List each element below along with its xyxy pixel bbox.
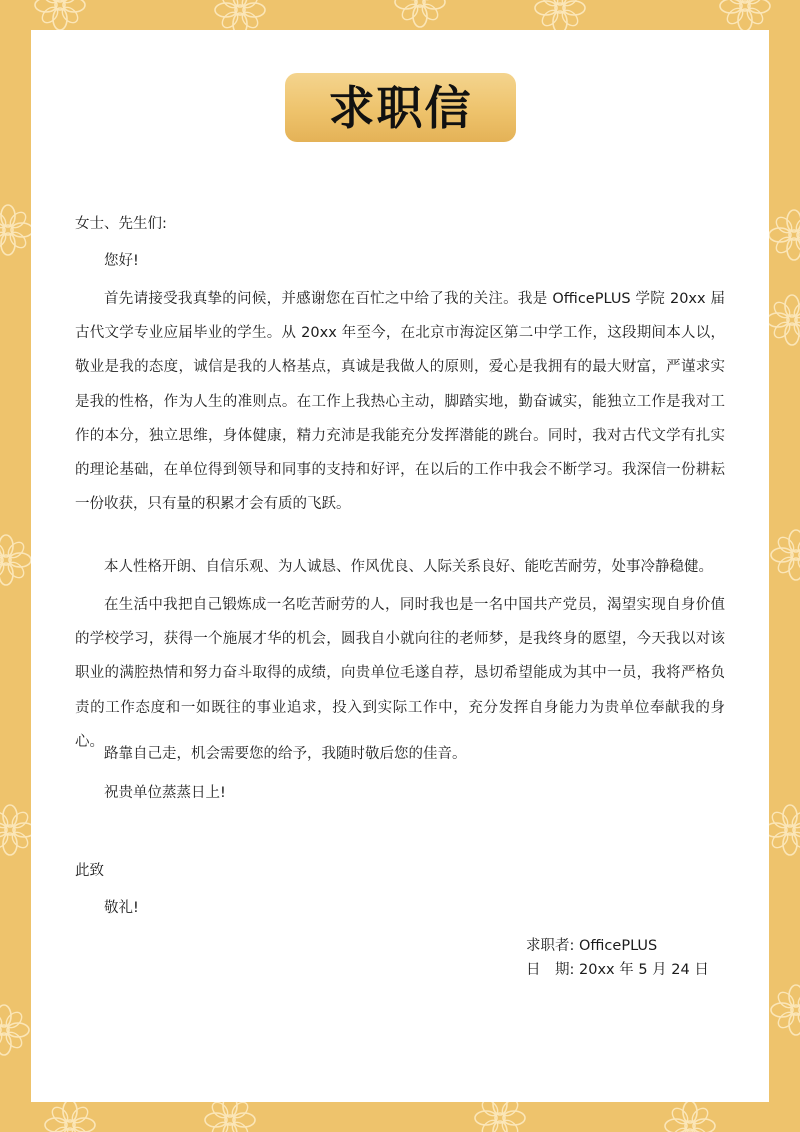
body-paragraph-5: 祝贵单位蒸蒸日上! [104,785,226,801]
body-paragraph-1: 首先请接受我真挚的问候，并感谢您在百忙之中给了我的关注。我是 OfficePLUS 学院 20xx 届古代文学专业应届毕业的学生。从 20xx 年至今，在北京市海淀区第二中学工作，这段期间本人以，敬业是我的态度，诚信是我的人格基点，真诚是我做人的原则，爱心是我拥有的最大财富，严谨求实是我的性格，作为人生的准则点。在工作上我热心主动，脚踏实地，勤奋诚实，能独立工作是我对工作的本分，独立思维，身体健康，精力充沛是我能充分发挥潜能的跳台。同时，我对古代文学有扎实的理论基础，在单位得到领导和同事的支持和好评，在以后的工作中我会不断学习。我深信一份耕耘一份收获，只有量的积累才会有质的飞跃。 [75,291,725,513]
body-paragraph-3: 在生活中我把自己锻炼成一名吃苦耐劳的人，同时我也是一名中国共产党员，渴望实现自身价值的学校学习，获得一个施展才华的机会，圆我自小就向往的老师梦，是我终身的愿望，今天我以对该职业的满腔热情和努力奋斗取得的成绩，向贵单位毛遂自荐，恳切希望能成为其中一员，我将严格负责的工作态度和一如既往的事业追求，投入到实际工作中，充分发挥自身能力为贵单位奉献我的身心。 [75,597,725,750]
letter-page [31,30,769,1102]
page-title: 求职信 [328,80,473,135]
closing-line-1: 此致 [75,863,104,879]
applicant-value: OfficePLUS [579,938,658,954]
date-label: 日 期: [526,962,575,978]
body-paragraph-4: 路靠自己走，机会需要您的给予，我随时敬后您的佳音。 [104,746,467,762]
date-signature [526,958,709,982]
title-banner [285,73,516,142]
date-value: 20xx 年 5 月 24 日 [579,962,709,978]
applicant-label: 求职者: [526,938,575,954]
applicant-signature [526,934,657,958]
salutation: 女士、先生们: [75,216,167,232]
body-paragraph-2: 本人性格开朗、自信乐观、为人诚恳、作风优良、人际关系良好、能吃苦耐劳，处事冷静稳健。 [104,559,713,575]
closing-line-2: 敬礼! [104,900,139,916]
hello-line: 您好! [104,253,139,269]
